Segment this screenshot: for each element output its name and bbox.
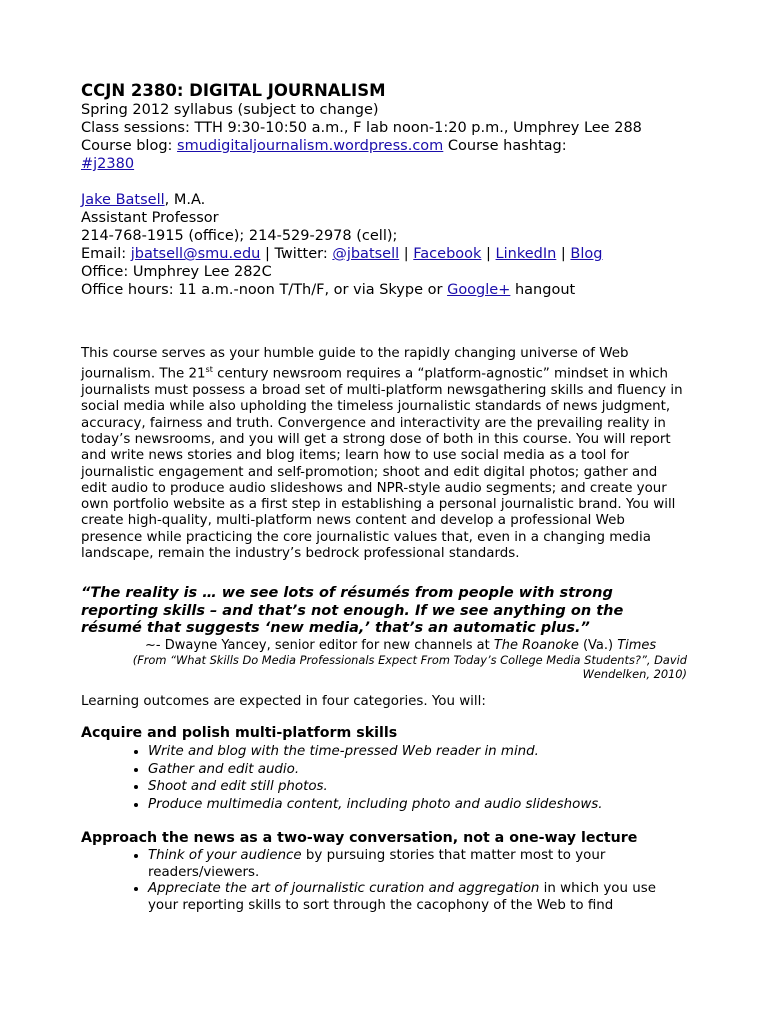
syllabus-header <box>81 81 681 299</box>
list-item: • Gather and edit audio. <box>148 761 687 779</box>
list-item: • Shoot and edit still photos. <box>148 778 687 796</box>
list-item: • Produce multimedia content, including photo and audio slideshows. <box>148 796 687 814</box>
intro-part-2: century newsroom requires a “platform-agnostic” mindset in which journalists must possess a broad set of multi-platform newsgathering skills and fluency in social media while also upholding the timeless journalistic standards of news judgment, accuracy, fairness and truth. Convergence and interactivity are the prevailing reality in today’s newsrooms, and you will get a strong dose of both in this course. You will report and write news stories and blog items; learn how to use social media as a tool for journalistic engagement and self-promotion; shoot and edit digital photos; gather and edit audio to produce audio slideshows and NPR-style audio segments; and create your own portfolio website as a first step in establishing a personal journalistic brand. You will create high-quality, multi-platform news content and develop a professional Web presence while practicing the core journalistic values that, even in a changing media landscape, remain the industry’s bedrock professional standards. <box>81 366 683 562</box>
quote-attribution <box>145 638 687 653</box>
list-item: • Write and blog with the time-pressed Web reader in mind. <box>148 743 687 761</box>
google-plus-link[interactable]: Google+ <box>447 282 511 298</box>
course-description <box>81 346 687 562</box>
item-text: by pursuing stories that matter most to your readers/viewers. <box>148 848 606 880</box>
instructor-name-link[interactable]: Jake Batsell <box>81 192 165 208</box>
contact-links-line <box>81 245 681 263</box>
email-link[interactable]: jbatsell@smu.edu <box>130 246 261 262</box>
semester-line: Spring 2012 syllabus (subject to change) <box>81 102 379 118</box>
outcomes-intro: Learning outcomes are expected in four categories. You will: <box>81 694 486 709</box>
item-text: in which you use your reporting skills to sort through the cacophony of the Web to find <box>148 881 656 913</box>
attribution-start: ~- Dwayne Yancey, senior editor for new channels at <box>145 637 494 653</box>
quote-source: (From “What Skills Do Media Professionals Expect From Today’s College Media Students?”, David Wendelken, 2010) <box>132 652 687 681</box>
item-emphasis: Appreciate the art of journalistic curation and aggregation <box>148 881 540 896</box>
course-blog-link[interactable]: smudigitaljournalism.wordpress.com <box>177 138 444 154</box>
intro-part-1: This course serves as your humble guide to the rapidly changing universe of Web journalism. The 21 <box>81 346 629 382</box>
hangout-text: hangout <box>514 282 576 298</box>
email-label: Email: <box>81 246 127 262</box>
course-blog-label: Course blog: <box>81 138 173 154</box>
pull-quote <box>81 585 687 682</box>
publication-name-b: Times <box>617 637 657 653</box>
ordinal-suffix: st <box>205 365 213 375</box>
quote-text: “The reality is … we see lots of résumés from people with strong reporting skills – and that’s not enough. If we see anything on the résumé that suggests ‘new media,’ that’s an automatic plus.” <box>81 585 624 636</box>
linkedin-link[interactable]: LinkedIn <box>495 246 557 262</box>
hashtag-link[interactable]: #j2380 <box>81 156 135 172</box>
publication-name-a: The Roanoke <box>493 637 579 653</box>
instructor-degree: , M.A. <box>164 192 206 208</box>
office-hours-text: Office hours: 11 a.m.-noon T/Th/F, or via Skype or <box>81 282 443 298</box>
section-heading: Acquire and polish multi-platform skills <box>81 725 398 741</box>
conversation-list <box>81 848 687 914</box>
outcomes-intro-block <box>81 694 687 710</box>
hashtag-label: Course hashtag: <box>447 138 567 154</box>
blog-link[interactable]: Blog <box>570 246 603 262</box>
separator: | <box>481 246 496 262</box>
twitter-label: | Twitter: <box>260 246 328 262</box>
list-item <box>148 881 687 914</box>
spacer <box>81 173 681 191</box>
office-line: Office: Umphrey Lee 282C <box>81 264 272 280</box>
instructor-title: Assistant Professor <box>81 210 219 226</box>
sessions-line: Class sessions: TTH 9:30-10:50 a.m., F lab noon-1:20 p.m., Umphrey Lee 288 <box>81 120 642 136</box>
course-title: CCJN 2380: DIGITAL JOURNALISM <box>81 81 386 100</box>
office-hours-line <box>81 281 681 299</box>
twitter-link[interactable]: @jbatsell <box>332 246 400 262</box>
list-item <box>148 848 687 881</box>
facebook-link[interactable]: Facebook <box>413 246 482 262</box>
course-blog-line <box>81 137 681 155</box>
skills-list <box>81 743 687 813</box>
intro-paragraph <box>81 346 687 562</box>
separator: | <box>556 246 566 262</box>
section-heading: Approach the news as a two-way conversation, not a one-way lecture <box>81 830 638 846</box>
instructor-name-line <box>81 191 681 209</box>
hashtag-line <box>81 155 681 173</box>
separator: | <box>399 246 414 262</box>
item-emphasis: Think of your audience <box>148 848 302 863</box>
instructor-phones: 214-768-1915 (office); 214-529-2978 (cell); <box>81 228 398 244</box>
attribution-mid: (Va.) <box>578 637 618 653</box>
section-two-way-conversation <box>81 829 687 914</box>
section-multiplatform-skills <box>81 724 687 813</box>
